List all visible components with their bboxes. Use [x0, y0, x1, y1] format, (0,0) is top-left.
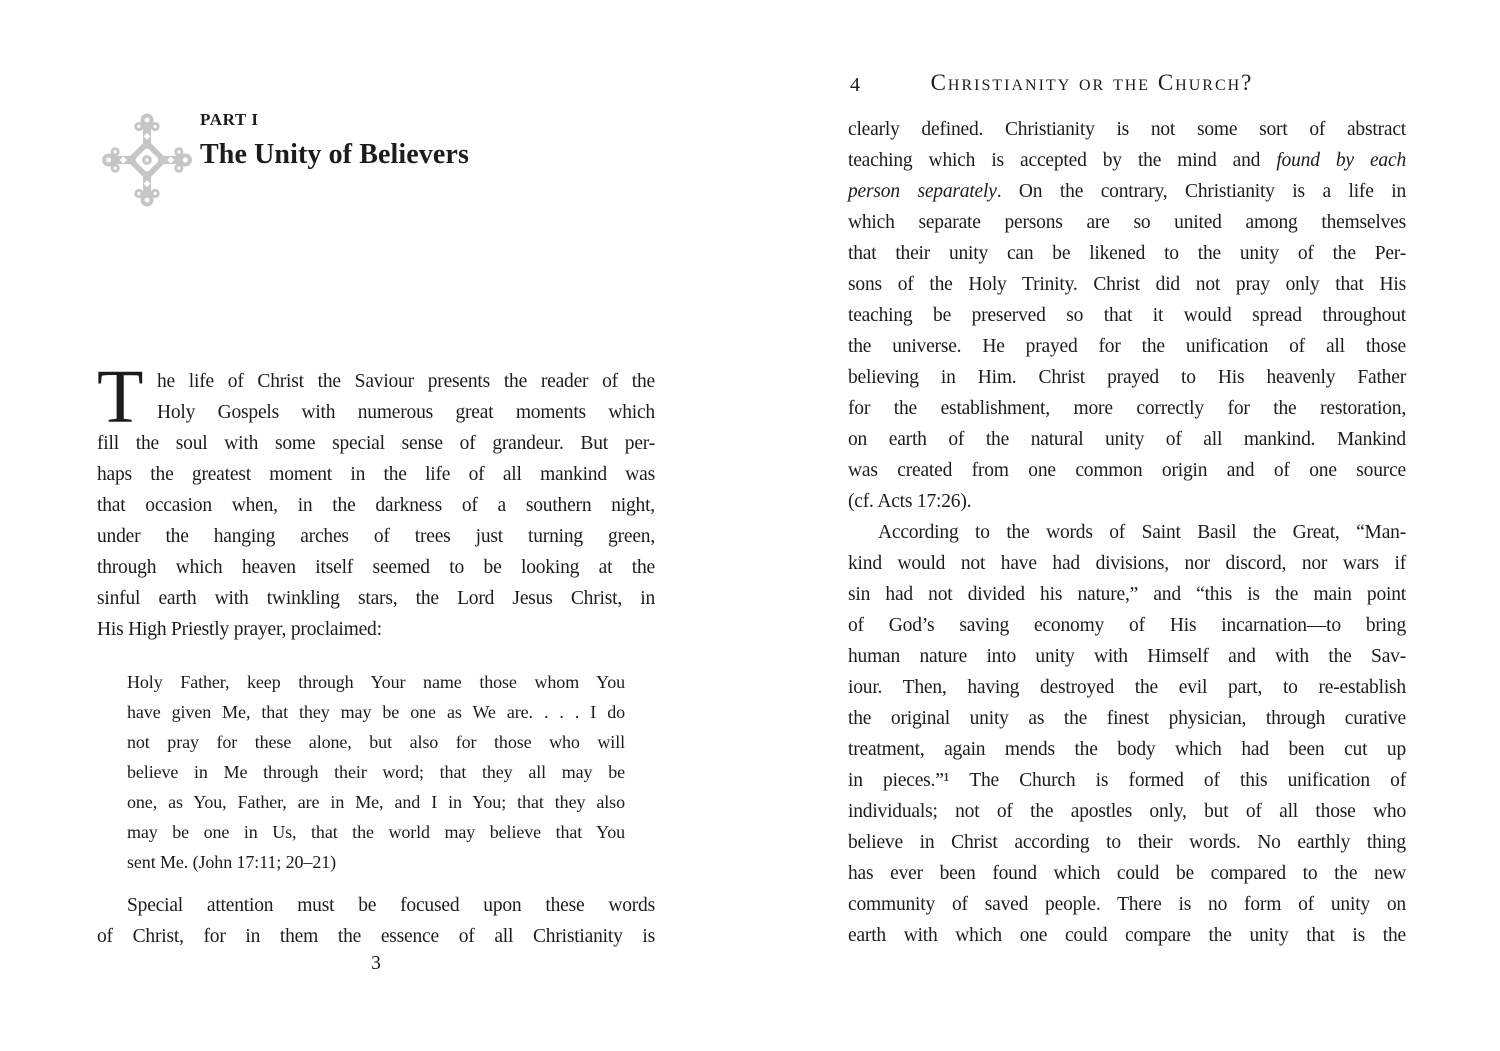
- text-line: Holy Father, keep through Your name those whom You: [127, 672, 625, 692]
- text-line: he life of Christ the Saviour presents the reader of the: [157, 371, 655, 392]
- text-line: clearly defined. Christianity is not some sort of abstract: [848, 119, 1406, 140]
- text-line: have given Me, that they may be one as We are. . . . I do: [127, 702, 625, 722]
- paragraph-lines: [97, 890, 655, 952]
- paragraph-lines: [848, 517, 1406, 951]
- text-line: one, as You, Father, are in Me, and I in You; that they also: [127, 792, 625, 812]
- text-line: on earth of the natural unity of all mankind. Mankind: [848, 429, 1406, 450]
- text-line: His High Priestly prayer, proclaimed:: [97, 619, 382, 640]
- celtic-cross-ornament-icon: [98, 108, 196, 212]
- text-line: the universe. He prayed for the unification of all those: [848, 336, 1406, 357]
- text-line: the original unity as the finest physician, through curative: [848, 708, 1406, 729]
- text-line: believing in Him. Christ prayed to His heavenly Father: [848, 367, 1406, 388]
- text-line: iour. Then, having destroyed the evil part, to re-establish: [848, 677, 1406, 698]
- text-line: not pray for these alone, but also for those who will: [127, 732, 625, 752]
- text-line: teaching which is accepted by the mind and found by each: [848, 150, 1406, 171]
- part-label: PART I: [200, 110, 259, 129]
- closing-paragraph: [97, 890, 655, 952]
- text-line: of God’s saving economy of His incarnation—to bring: [848, 615, 1406, 636]
- scripture-block-quote: [97, 667, 655, 877]
- part-opener: [200, 110, 469, 171]
- text-line: was created from one common origin and of one source: [848, 460, 1406, 481]
- text-line: sin had not divided his nature,” and “this is the main point: [848, 584, 1406, 605]
- text-line: of Christ, for in them the essence of all Christianity is: [97, 926, 655, 947]
- text-line: through which heaven itself seemed to be looking at the: [97, 557, 655, 578]
- text-line: sons of the Holy Trinity. Christ did not pray only that His: [848, 274, 1406, 295]
- paragraph-lines: [97, 355, 655, 645]
- text-line: teaching be preserved so that it would spread throughout: [848, 305, 1406, 326]
- text-line: kind would not have had divisions, nor discord, nor wars if: [848, 553, 1406, 574]
- text-line: sent Me. (John 17:11; 20–21): [127, 852, 337, 872]
- text-line: that occasion when, in the darkness of a southern night,: [97, 495, 655, 516]
- text-line: earth with which one could compare the unity that is the: [848, 925, 1406, 946]
- text-line: which separate persons are so united among themselves: [848, 212, 1406, 233]
- paragraph-lines: [848, 114, 1406, 517]
- text-line: sinful earth with twinkling stars, the Lord Jesus Christ, in: [97, 588, 655, 609]
- text-line: that their unity can be likened to the unity of the Per-: [848, 243, 1406, 264]
- text-line: Holy Gospels with numerous great moments which: [157, 402, 655, 423]
- page-number-left: 3: [371, 953, 381, 974]
- body-text: [848, 114, 1406, 951]
- running-head: Christianity or the Church?: [930, 70, 1254, 95]
- text-line: believe in Christ according to their words. No earthly thing: [848, 832, 1406, 853]
- text-line: has ever been found which could be compared to the new: [848, 863, 1406, 884]
- text-line: community of saved people. There is no form of unity on: [848, 894, 1406, 915]
- chapter-title: The Unity of Believers: [200, 139, 469, 170]
- left-page: [97, 0, 655, 1051]
- text-line: treatment, again mends the body which had been cut up: [848, 739, 1406, 760]
- text-line: human nature into unity with Himself and with the Sav-: [848, 646, 1406, 667]
- text-line: for the establishment, more correctly for the restoration,: [848, 398, 1406, 419]
- text-line: haps the greatest moment in the life of all mankind was: [97, 464, 655, 485]
- opening-paragraph: [97, 355, 655, 645]
- text-line: (cf. Acts 17:26).: [848, 491, 972, 512]
- text-line: believe in Me through their word; that they all may be: [127, 762, 625, 782]
- text-line: individuals; not of the apostles only, but of all those who: [848, 801, 1406, 822]
- right-page: [848, 0, 1406, 1051]
- running-head-row: [848, 70, 1406, 100]
- text-line: person separately. On the contrary, Christianity is a life in: [848, 181, 1406, 202]
- drop-cap: T: [97, 355, 144, 439]
- text-line: under the hanging arches of trees just turning green,: [97, 526, 655, 547]
- page-number-right: 4: [850, 74, 860, 96]
- text-line: may be one in Us, that the world may believe that You: [127, 822, 625, 842]
- quote-lines: [127, 667, 625, 877]
- text-line: According to the words of Saint Basil the Great, “Man-: [878, 522, 1406, 543]
- text-line: Special attention must be focused upon these words: [127, 895, 655, 916]
- text-line: fill the soul with some special sense of grandeur. But per-: [97, 433, 655, 454]
- text-line: in pieces.”¹ The Church is formed of this unification of: [848, 770, 1406, 791]
